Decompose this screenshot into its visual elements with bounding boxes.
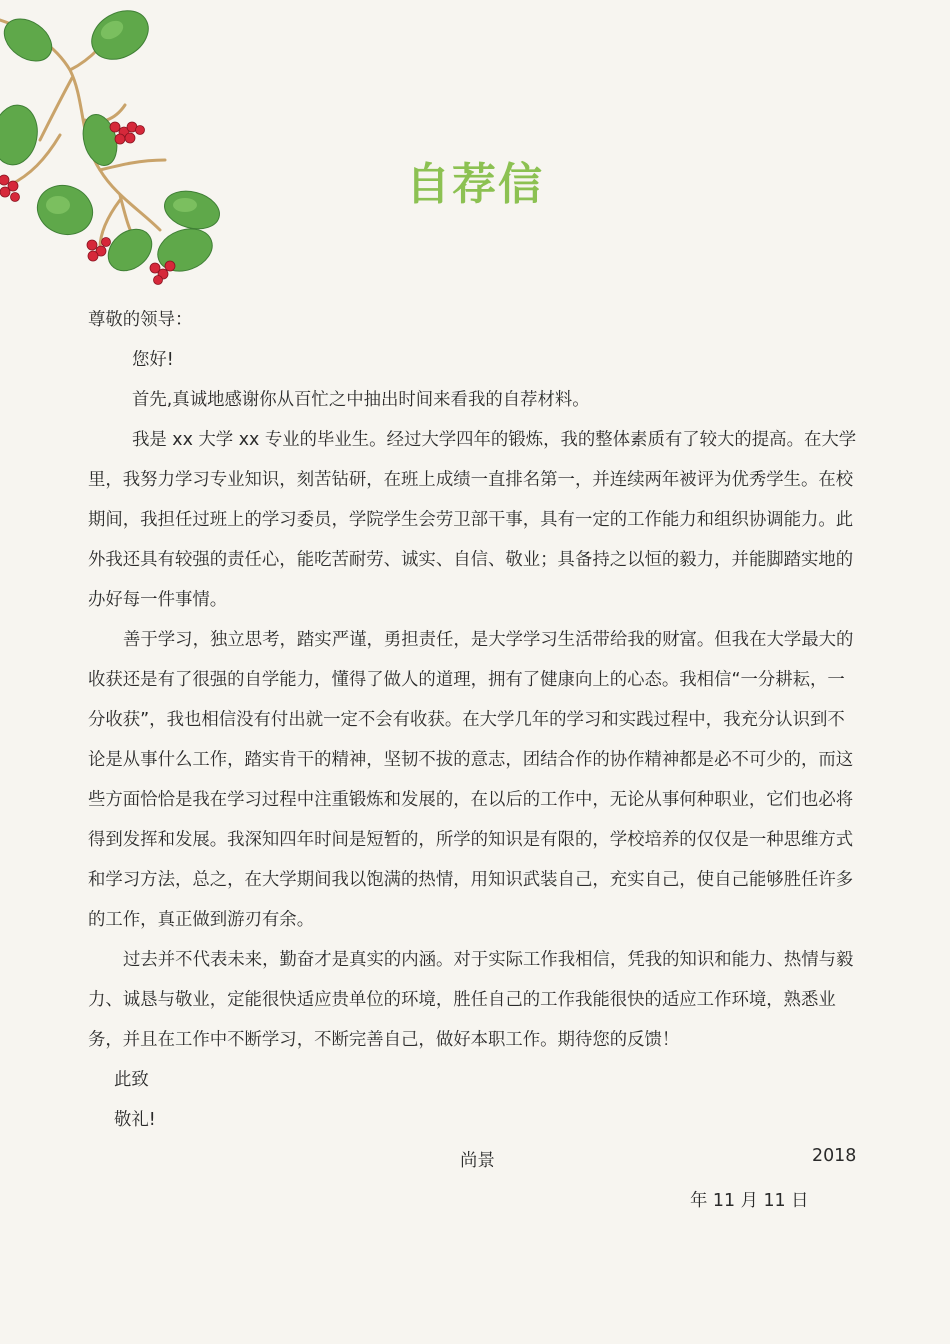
paragraph-line: 分收获”，我也相信没有付出就一定不会有收获。在大学几年的学习和实践过程中，我充分认识到不	[88, 710, 845, 730]
signer-name: 尚景	[460, 1151, 495, 1171]
paragraph-line: 些方面恰恰是我在学习过程中注重锻炼和发展的，在以后的工作中，无论从事何种职业，它们也必将	[88, 790, 854, 810]
paragraph-line: 办好每一件事情。	[88, 590, 228, 610]
paragraph-line: 务，并且在工作中不断学习，不断完善自己，做好本职工作。期待您的反馈！	[88, 1030, 680, 1050]
paragraph-3	[88, 940, 862, 1060]
paragraph-line: 力、诚恳与敬业，定能很快适应贵单位的环境，胜任自己的工作我能很快的适应工作环境，熟悉业	[88, 990, 836, 1010]
signature-year: 2018	[812, 1146, 857, 1166]
paragraph-line: 收获还是有了很强的自学能力，懂得了做人的道理，拥有了健康向上的心态。我相信“一分耕耘，一	[88, 670, 845, 690]
paragraph-2	[88, 620, 862, 940]
paragraph-line: 我是 xx 大学 xx 专业的毕业生。经过大学四年的锻炼，我的整体素质有了较大的提高。在大学	[132, 430, 857, 450]
greeting: 您好!	[132, 350, 174, 370]
branch-decoration-icon	[0, 0, 230, 290]
paragraph-line: 过去并不代表未来，勤奋才是真实的内涵。对于实际工作我相信，凭我的知识和能力、热情与毅	[123, 950, 854, 970]
letter-title: 自荐信	[406, 159, 544, 210]
closing-regards: 敬礼!	[114, 1110, 156, 1130]
salutation: 尊敬的领导：	[88, 310, 193, 330]
paragraph-line: 外我还具有较强的责任心，能吃苦耐劳、诚实、自信、敬业；具备持之以恒的毅力，并能脚踏实地的	[88, 550, 854, 570]
paragraph-1	[88, 420, 862, 620]
paragraph-line: 和学习方法，总之，在大学期间我以饱满的热情，用知识武装自己，充实自己，使自己能够胜任许多	[88, 870, 854, 890]
paragraph-line: 的工作，真正做到游刃有余。	[88, 910, 315, 930]
signature-date: 年 11 月 11 日	[690, 1191, 809, 1211]
letter-body	[88, 300, 862, 1140]
paragraph-line: 期间，我担任过班上的学习委员，学院学生会劳卫部干事，具有一定的工作能力和组织协调能力。此	[88, 510, 854, 530]
paragraph-line: 善于学习，独立思考，踏实严谨，勇担责任，是大学学习生活带给我的财富。但我在大学最大的	[123, 630, 854, 650]
paragraph-line: 里，我努力学习专业知识，刻苦钻研，在班上成绩一直排名第一，并连续两年被评为优秀学生。在校	[88, 470, 854, 490]
intro-line: 首先,真诚地感谢你从百忙之中抽出时间来看我的自荐材料。	[132, 390, 590, 410]
closing-salute: 此致	[114, 1070, 149, 1090]
paragraph-line: 论是从事什么工作，踏实肯干的精神，坚韧不拔的意志，团结合作的协作精神都是必不可少的，而这	[88, 750, 854, 770]
paragraph-line: 得到发挥和发展。我深知四年时间是短暂的，所学的知识是有限的，学校培养的仅仅是一种思维方式	[88, 830, 854, 850]
